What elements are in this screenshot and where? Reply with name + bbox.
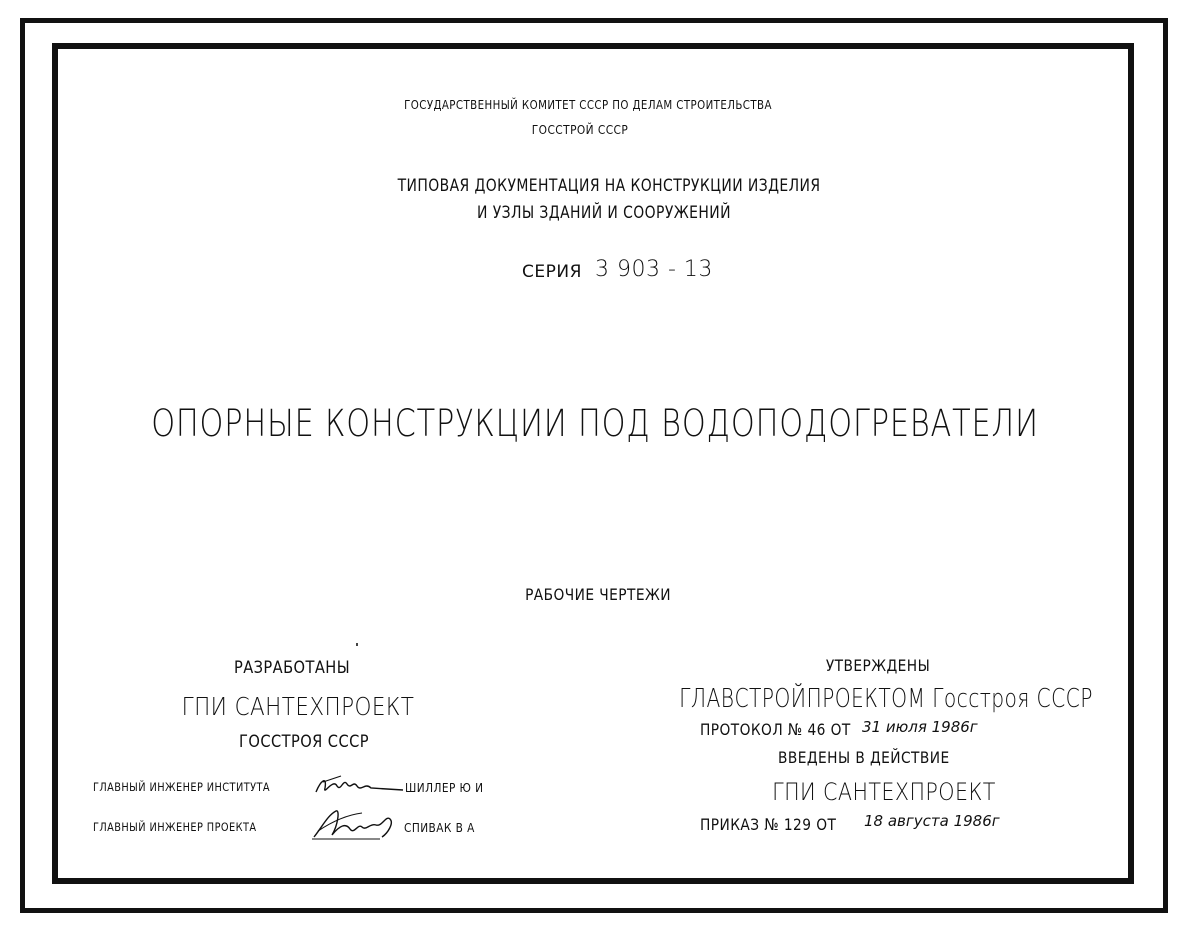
approved-by: ГЛАВСТРОЙПРОЕКТОМ Госстроя СССР: [679, 684, 1093, 714]
approved-label: УТВЕРЖДЕНЫ: [825, 656, 931, 675]
signature-chief-institute: [313, 770, 405, 800]
developed-label: РАЗРАБОТАНЫ: [233, 658, 351, 678]
developed-org: ГПИ САНТЕХПРОЕКТ: [181, 692, 415, 721]
chief-project-name: СПИВАК В А: [404, 821, 475, 835]
page-title: ОПОРНЫЕ КОНСТРУКЦИИ ПОД ВОДОПОДОГРЕВАТЕЛИ: [151, 402, 1039, 445]
series-number: 3 903 - 13: [595, 257, 713, 282]
series-label: СЕРИЯ: [522, 262, 582, 282]
enacted-label: ВВЕДЕНЫ В ДЕЙСТВИЕ: [778, 748, 950, 767]
protocol-label: ПРОТОКОЛ № 46 ОТ: [700, 720, 851, 739]
doc-type-line-1: ТИПОВАЯ ДОКУМЕНТАЦИЯ НА КОНСТРУКЦИИ ИЗДЕЛИЯ: [397, 176, 821, 196]
order-date: 18 августа 1986г: [864, 812, 1000, 830]
scan-speck: [356, 643, 358, 646]
committee-line: ГОСУДАРСТВЕННЫЙ КОМИТЕТ СССР ПО ДЕЛАМ СТРОИТЕЛЬСТВА: [404, 97, 772, 112]
subtitle: РАБОЧИЕ ЧЕРТЕЖИ: [525, 585, 671, 604]
gosstroy-line: ГОССТРОЙ СССР: [531, 122, 629, 137]
chief-institute-name: ШИЛЛЕР Ю И: [405, 781, 484, 795]
chief-institute-role: ГЛАВНЫЙ ИНЖЕНЕР ИНСТИТУТА: [93, 780, 270, 794]
developed-parent: ГОССТРОЯ СССР: [239, 732, 369, 752]
signature-chief-project: [310, 805, 410, 845]
enacted-org: ГПИ САНТЕХПРОЕКТ: [772, 778, 996, 806]
order-label: ПРИКАЗ № 129 ОТ: [700, 815, 837, 834]
chief-project-role: ГЛАВНЫЙ ИНЖЕНЕР ПРОЕКТА: [93, 820, 257, 834]
inner-border: [52, 43, 1134, 884]
protocol-date: 31 июля 1986г: [862, 718, 978, 736]
doc-type-line-2: И УЗЛЫ ЗДАНИЙ И СООРУЖЕНИЙ: [477, 203, 731, 223]
